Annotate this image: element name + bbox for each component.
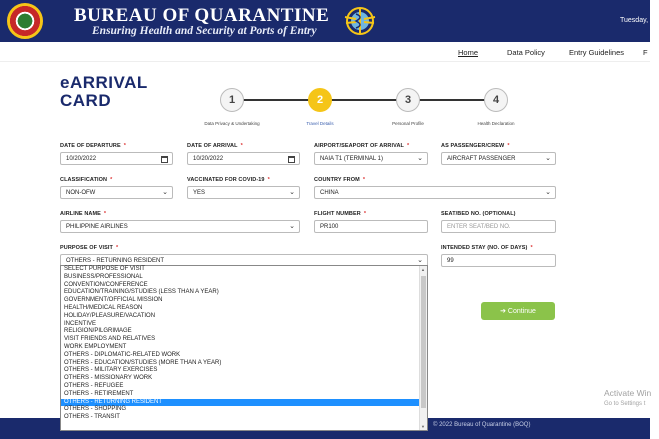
departure-date-field[interactable]: 10/20/2022 <box>60 152 173 165</box>
step-4-label: Health Declaration <box>477 121 515 126</box>
passenger-crew-select[interactable]: AIRCRAFT PASSENGER ⌄ <box>441 152 556 165</box>
site-header <box>0 0 659 42</box>
scroll-down-icon[interactable]: ▼ <box>421 424 425 429</box>
step-2-current: 2 <box>308 88 332 112</box>
purpose-option[interactable]: OTHERS - REFUGEE <box>64 382 124 389</box>
departure-date-label: DATE OF DEPARTURE * <box>60 143 127 149</box>
page-title <box>60 74 148 110</box>
purpose-select[interactable]: OTHERS - RETURNING RESIDENT ⌄ <box>60 254 428 267</box>
purpose-option[interactable]: OTHERS - MISSIONARY WORK <box>64 375 153 382</box>
chevron-down-icon: ⌄ <box>545 155 551 162</box>
calendar-icon[interactable] <box>288 156 295 163</box>
port-of-arrival-label: AIRPORT/SEAPORT OF ARRIVAL * <box>314 143 410 149</box>
arrow-right-icon: ➔ <box>500 308 508 315</box>
airline-name-select[interactable]: PHILIPPINE AIRLINES ⌄ <box>60 220 300 233</box>
chevron-down-icon: ⌄ <box>289 223 295 230</box>
chevron-down-icon: ⌄ <box>417 257 423 264</box>
seat-bed-label: SEAT/BED NO. (OPTIONAL) <box>441 211 516 217</box>
main-nav <box>0 42 650 62</box>
chevron-down-icon: ⌄ <box>417 155 423 162</box>
step-1-label: Data Privacy & Undertaking <box>204 121 260 126</box>
vaccinated-select[interactable]: YES ⌄ <box>187 186 300 199</box>
country-from-select[interactable]: CHINA ⌄ <box>314 186 556 199</box>
nav-more-link[interactable]: F <box>643 48 648 57</box>
purpose-option[interactable]: OTHERS - RETURNING RESIDENT <box>61 399 427 407</box>
airline-name-label: AIRLINE NAME * <box>60 211 107 217</box>
purpose-option[interactable]: GOVERNMENT/OFFICIAL MISSION <box>64 297 163 304</box>
stepper-track <box>232 99 496 101</box>
caduceus-emblem-icon <box>343 4 377 38</box>
purpose-option[interactable]: OTHERS - TRANSIT <box>64 414 120 421</box>
continue-button[interactable] <box>481 302 555 320</box>
step-1: 1 <box>220 88 244 112</box>
purpose-option[interactable]: BUSINESS/PROFESSIONAL <box>64 273 143 280</box>
purpose-option[interactable]: OTHERS - SHOPPING <box>64 406 127 413</box>
page-title-line2: CARD <box>60 91 112 110</box>
seat-bed-input[interactable]: ENTER SEAT/BED NO. <box>441 220 556 233</box>
activate-windows-hint: Go to Settings t <box>604 401 646 407</box>
agency-tagline: Ensuring Health and Security at Ports of Entry <box>92 25 317 37</box>
step-2-label: Travel Details <box>306 121 334 126</box>
arrival-date-label: DATE OF ARRIVAL * <box>187 143 243 149</box>
intended-stay-input[interactable]: 99 <box>441 254 556 267</box>
purpose-option[interactable]: INCENTIVE <box>64 320 97 327</box>
step-4: 4 <box>484 88 508 112</box>
passenger-crew-label: AS PASSENGER/CREW * <box>441 143 510 149</box>
vaccinated-label: VACCINATED FOR COVID-19 * <box>187 177 270 183</box>
continue-label: Continue <box>507 307 536 315</box>
calendar-icon[interactable] <box>161 156 168 163</box>
intended-stay-label: INTENDED STAY (NO. OF DAYS) * <box>441 245 533 251</box>
purpose-option[interactable]: WORK EMPLOYMENT <box>64 343 127 350</box>
chevron-down-icon: ⌄ <box>162 189 168 196</box>
purpose-option[interactable]: HEALTH/MEDICAL REASON <box>64 304 143 311</box>
nav-data-policy-link[interactable]: Data Policy <box>507 48 545 57</box>
flight-number-input[interactable]: PR100 <box>314 220 428 233</box>
arrival-date-field[interactable]: 10/20/2022 <box>187 152 300 165</box>
footer-copyright: © 2022 Bureau of Quarantine (BOQ) <box>433 422 531 428</box>
flight-number-label: FLIGHT NUMBER * <box>314 211 367 217</box>
scrollbar-thumb[interactable] <box>421 276 426 408</box>
chevron-down-icon: ⌄ <box>545 189 551 196</box>
purpose-option[interactable]: OTHERS - RETIREMENT <box>64 390 134 397</box>
purpose-option[interactable]: EDUCATION/TRAINING/STUDIES (LESS THAN A YEAR) <box>64 289 219 296</box>
purpose-option[interactable]: CONVENTION/CONFERENCE <box>64 281 148 288</box>
activate-windows-title: Activate Win <box>604 388 652 398</box>
nav-home-link[interactable]: Home <box>458 48 479 57</box>
port-of-arrival-select[interactable]: NAIA T1 (TERMINAL 1) ⌄ <box>314 152 428 165</box>
page-title-line1: eARRIVAL <box>60 73 148 92</box>
step-3-label: Personal Profile <box>392 121 424 126</box>
purpose-option[interactable]: VISIT FRIENDS AND RELATIVES <box>64 336 156 343</box>
purpose-option[interactable]: OTHERS - DIPLOMATIC-RELATED WORK <box>64 351 181 358</box>
current-date: Tuesday, Oc <box>620 17 659 24</box>
purpose-label: PURPOSE OF VISIT * <box>60 245 119 251</box>
scroll-up-icon[interactable]: ▲ <box>421 267 425 272</box>
step-3: 3 <box>396 88 420 112</box>
chevron-down-icon: ⌄ <box>289 189 295 196</box>
agency-name: BUREAU OF QUARANTINE <box>74 5 330 26</box>
purpose-option[interactable]: HOLIDAY/PLEASURE/VACATION <box>64 312 156 319</box>
purpose-option[interactable]: OTHERS - EDUCATION/STUDIES (MORE THAN A YEAR) <box>64 359 222 366</box>
purpose-option[interactable]: OTHERS - MILITARY EXERCISES <box>64 367 158 374</box>
classification-select[interactable]: NON-OFW ⌄ <box>60 186 173 199</box>
boq-seal-logo <box>7 3 43 39</box>
purpose-option[interactable]: RELIGION/PILGRIMAGE <box>64 328 132 335</box>
country-from-label: COUNTRY FROM * <box>314 177 366 183</box>
dropdown-scrollbar[interactable] <box>419 266 427 430</box>
purpose-option[interactable]: SELECT PURPOSE OF VISIT <box>64 266 145 272</box>
classification-label: CLASSIFICATION * <box>60 177 113 183</box>
purpose-dropdown-list[interactable] <box>60 265 428 431</box>
nav-entry-guidelines-link[interactable]: Entry Guidelines <box>569 48 625 57</box>
